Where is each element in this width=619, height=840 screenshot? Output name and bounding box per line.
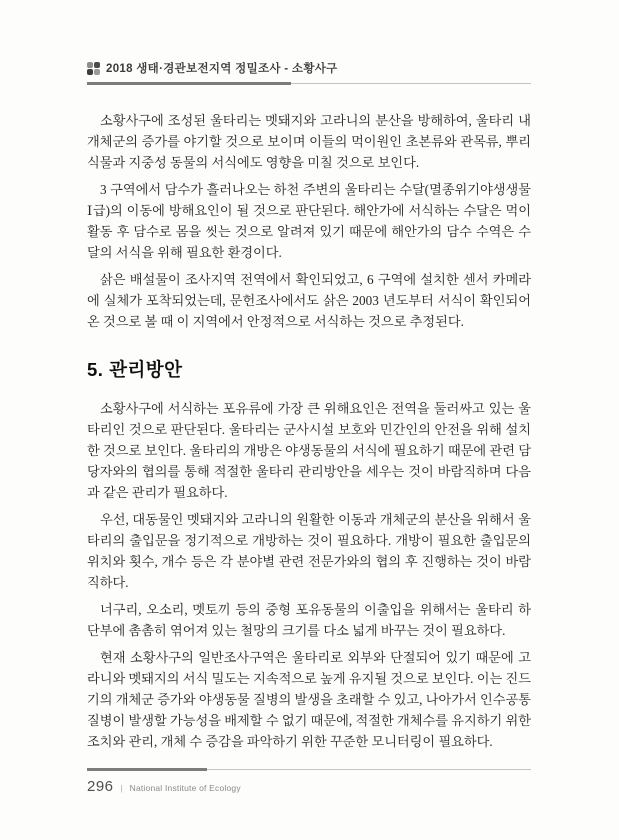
page-number: 296 xyxy=(87,778,114,795)
paragraph: 소황사구에 서식하는 포유류에 가장 큰 위해요인은 전역을 둘러싸고 있는 울타리인 것으로 판단된다. 울타리는 군사시설 보호와 민간인의 안전을 위해 설치한 것으로 보인다. 울타리의 개방은 야생동물의 서식에 필요하기 때문에 관련 담당자와의 협의를 통해 적절한 울타리 관리방안을 세우는 것이 바람직하며 다음과 같은 관리가 필요하다. xyxy=(87,401,531,500)
paragraph: 너구리, 오소리, 멧토끼 등의 중형 포유동물의 이출입을 위해서는 울타리 하단부에 촘촘히 엮어져 있는 철망의 크기를 다소 넓게 바꾸는 것이 필요하다. xyxy=(87,602,531,638)
page-header xyxy=(87,59,531,85)
paragraph: 삵은 배설물이 조사지역 전역에서 확인되었고, 6 구역에 설치한 센서 카메라에 실체가 포착되었는데, 문헌조사에서도 삵은 2003 년도부터 서식이 확인되어 온 것으로 볼 때 이 지역에서 안정적으로 서식하는 것으로 추정된다. xyxy=(87,272,531,329)
footer-divider: | xyxy=(120,784,123,793)
footer-rule xyxy=(87,768,531,771)
paragraph: 현재 소황사구의 일반조사구역은 울타리로 외부와 단절되어 있기 때문에 고라니와 멧돼지의 서식 밀도는 지속적으로 높게 유지될 것으로 보인다. 이는 진드기의 개체군 증가와 야생동물 질병의 발생을 초래할 수 있고, 나아가서 인수공통질병이 발생할 가능성을 배제할 수 없기 때문에, 적절한 개체수를 유지하기 위한 조치와 관리, 개체 수 증감을 파악하기 위한 꾸준한 모니터링이 필요하다. xyxy=(87,650,531,749)
section-heading: 5. 관리방안 xyxy=(87,359,183,380)
paragraph: 3 구역에서 담수가 흘러나오는 하천 주변의 울타리는 수달(멸종위기야생생물 Ⅰ급)의 이동에 방해요인이 될 것으로 판단된다. 해안가에 서식하는 수달은 먹이활동 후 담수로 몸을 씻는 것으로 알려져 있기 때문에 해안가의 담수 수역은 수달의 서식을 위해 필요한 환경이다. xyxy=(87,182,531,260)
paragraph: 우선, 대동물인 멧돼지와 고라니의 원활한 이동과 개체군의 분산을 위해서 울타리의 출입문을 정기적으로 개방하는 것이 필요하다. 개방이 필요한 출입문의 위치와 횟수, 개수 등은 각 분야별 관련 전문가와의 협의 후 진행하는 것이 바람직하다. xyxy=(87,512,531,590)
institute-name: National Institute of Ecology xyxy=(129,783,241,793)
four-dots-logo-icon xyxy=(87,62,100,75)
header-rule xyxy=(87,82,531,85)
page-footer xyxy=(87,763,531,795)
paragraph: 소황사구에 조성된 울타리는 멧돼지와 고라니의 분산을 방해하여, 울타리 내 개체군의 증가를 야기할 것으로 보이며 이들의 먹이원인 초본류와 관목류, 뿌리식물과 지중성 동물의 서식에도 영향을 미칠 것으로 보인다. xyxy=(87,113,531,170)
document-body xyxy=(87,110,531,758)
running-header-title: 2018 생태·경관보전지역 정밀조사 - 소황사구 xyxy=(106,63,338,75)
